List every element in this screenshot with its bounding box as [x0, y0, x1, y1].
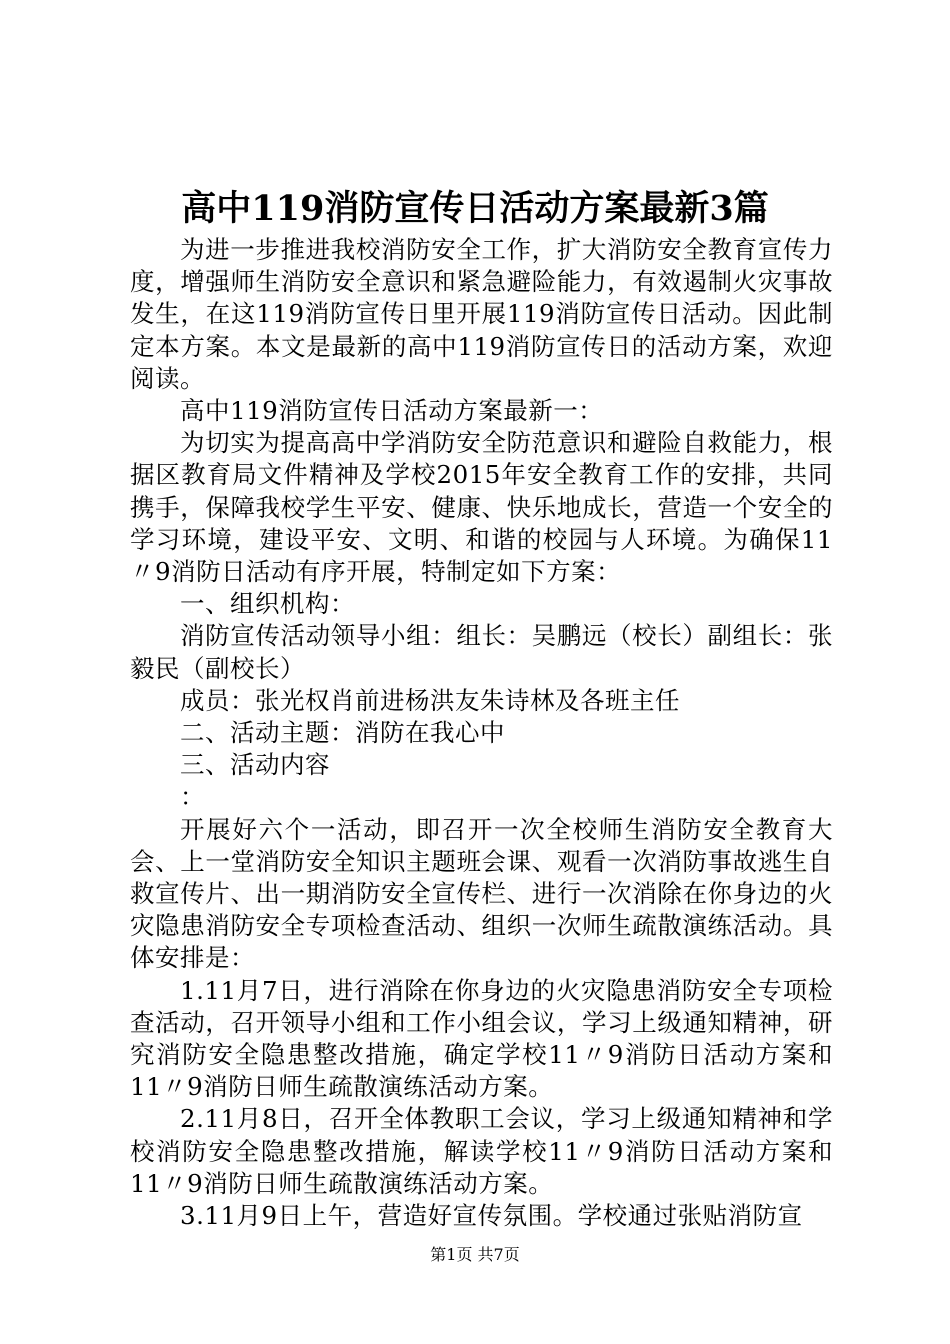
paragraph-six-activities: 开展好六个一活动，即召开一次全校师生消防安全教育大会、上一堂消防安全知识主题班会课、观看一次消防事故逃生自救宣传片、出一期消防安全宣传栏、进行一次消除在你身边的火灾隐患消防安全专项检查活动、组织一次师生疏散演练活动。具体安排是：: [130, 814, 833, 973]
paragraph-colon: ：: [180, 782, 205, 812]
paragraph-section-heading: 高中119消防宣传日活动方案最新一：: [180, 396, 604, 426]
paragraph-members: 成员：张光权肖前进杨洪友朱诗林及各班主任: [180, 685, 680, 715]
paragraph-organization-heading: 一、组织机构：: [180, 589, 355, 619]
paragraph-leadership: 消防宣传活动领导小组：组长：吴鹏远（校长）副组长：张毅民（副校长）: [130, 621, 833, 683]
page-footer: 第1页 共7页: [430, 1245, 520, 1264]
paragraph-theme: 二、活动主题：消防在我心中: [180, 718, 505, 748]
document-body: [130, 234, 833, 1232]
document-title: 高中119消防宣传日活动方案最新3篇: [181, 188, 769, 229]
paragraph-intro: 为进一步推进我校消防安全工作，扩大消防安全教育宣传力度，增强师生消防安全意识和紧急避险能力，有效遏制火灾事故发生，在这119消防宣传日里开展119消防宣传日活动。因此制定本方案。本文是最新的高中119消防宣传日的活动方案，欢迎阅读。: [130, 235, 833, 393]
paragraph-item-3: 3.11月9日上午，营造好宣传氛围。学校通过张贴消防宣: [180, 1201, 803, 1231]
paragraph-item-1: 1.11月7日，进行消除在你身边的火灾隐患消防安全专项检查活动，召开领导小组和工作小组会议，学习上级通知精神，研究消防安全隐患整改措施，确定学校11〃9消防日活动方案和11〃9消防日师生疏散演练活动方案。: [130, 975, 833, 1102]
paragraph-item-2: 2.11月8日，召开全体教职工会议，学习上级通知精神和学校消防安全隐患整改措施，解读学校11〃9消防日活动方案和11〃9消防日师生疏散演练活动方案。: [130, 1104, 833, 1198]
paragraph-purpose: 为切实为提高高中学消防安全防范意识和避险自救能力，根据区教育局文件精神及学校2015年安全教育工作的安排，共同携手，保障我校学生平安、健康、快乐地成长，营造一个安全的学习环境，建设平安、文明、和谐的校园与人环境。为确保11〃9消防日活动有序开展，特制定如下方案：: [130, 428, 833, 587]
paragraph-content-heading: 三、活动内容: [180, 750, 330, 780]
